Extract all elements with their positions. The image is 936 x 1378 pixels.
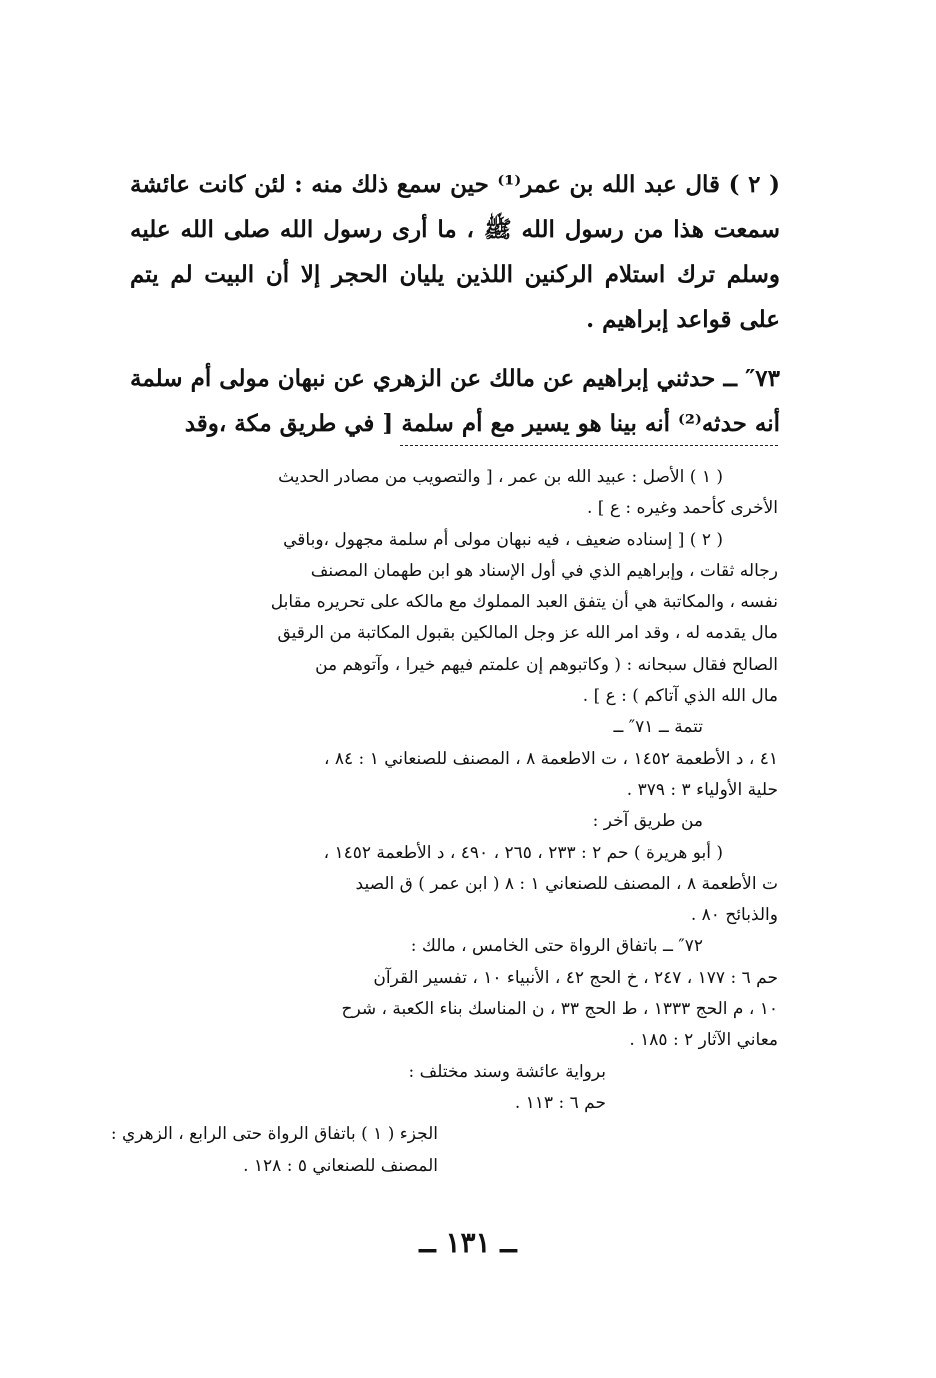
footnote-line: والذبائح ٨٠ . (690, 905, 778, 926)
footnote-line: حم ٦ : ١٧٧ ، ٢٤٧ ، خ الحج ٤٢ ، الأنبياء ١٠ ، تفسير القرآن (373, 967, 778, 988)
footnote-line: رجاله ثقات ، وإبراهيم الذي في أول الإسناد هو ابن طهمان المصنف (310, 560, 778, 581)
footnote-line: الأخرى كأحمد وغيره : ع ] . (587, 498, 778, 519)
footnote-line: من طريق آخر : (592, 811, 703, 832)
footnote-line: ت الأطعمة ٨ ، المصنف للصنعاني ١ : ٨ ( ابن عمر ) ق الصيد (355, 873, 778, 894)
footnote-line: الجزء ( ١ ) باتفاق الرواة حتى الرابع ، الزهري : (110, 1124, 438, 1145)
footnote-line: نفسه ، والمكاتبة هي أن يتفق العبد المملوك مع مالكه على تحريره مقابل (270, 592, 778, 613)
footnote-line: مال يقدمه له ، وقد امر الله عز وجل المالكين بقبول المكاتبة من الرقيق (277, 623, 778, 644)
page-number: ــ ١٣١ ــ (419, 1226, 517, 1259)
main-paragraph-1: ( ٢ ) قال عبد الله بن عمر⁽¹⁾ حين سمع ذلك منه : لئن كانت عائشة سمعت هذا من رسول الله ﷺ ، ما أرى رسول الله صلى الله عليه وسلم ترك استلام الركنين اللذين يليان الحجر إلا أن البيت لم يتم على قواعد إبراهيم . (130, 171, 781, 333)
footnotes (110, 462, 778, 1182)
footnote-line: ( ٢ ) [ إسناده ضعيف ، فيه نبهان مولى أم سلمة مجهول ،وباقي (283, 529, 723, 550)
main-text (130, 162, 780, 446)
footnote-line: تتمة ــ ٧١″ ــ (613, 717, 703, 738)
footnote-line: ١٠ ، م الحج ١٣٣٣ ، ط الحج ٣٣ ، ن المناسك بناء الكعبة ، شرح (341, 999, 778, 1020)
footnote-line: ٧٢″ ــ باتفاق الرواة حتى الخامس ، مالك : (410, 936, 703, 957)
footnote-line: حلية الأولياء ٣ : ٣٧٩ . (626, 779, 778, 800)
footnote-line: ٤١ ، د الأطعمة ١٤٥٢ ، ت الاطعمة ٨ ، المصنف للصنعاني ١ : ٨٤ ، (323, 748, 778, 769)
footnote-separator (400, 445, 778, 446)
footnote-line: برواية عائشة وسند مختلف : (408, 1061, 606, 1082)
footnote-line: المصنف للصنعاني ٥ : ١٢٨ . (243, 1155, 438, 1176)
footnote-line: الصالح فقال سبحانه : ( وكاتبوهم إن علمتم فيهم خيرا ، وآتوهم من (315, 654, 778, 675)
main-paragraph-2: ٧٣″ ــ حدثني إبراهيم عن مالك عن الزهري عن نبهان مولى أم سلمة أنه حدثه⁽²⁾ أنه بينا هو يسير مع أم سلمة [ في طريق مكة ،وقد (130, 365, 780, 437)
footnote-line: معاني الآثار ٢ : ١٨٥ . (629, 1030, 778, 1051)
footnote-line: حم ٦ : ١١٣ . (514, 1092, 606, 1113)
footnote-line: مال الله الذي آتاكم ) : ع ] . (582, 686, 778, 707)
footnote-line: ( ١ ) الأصل : عبيد الله بن عمر ، [ والتصويب من مصادر الحديث (278, 467, 723, 487)
footnote-line: ( أبو هريرة ) حم ٢ : ٢٣٣ ، ٢٦٥ ، ٤٩٠ ، د الأطعمة ١٤٥٢ ، (323, 842, 723, 863)
